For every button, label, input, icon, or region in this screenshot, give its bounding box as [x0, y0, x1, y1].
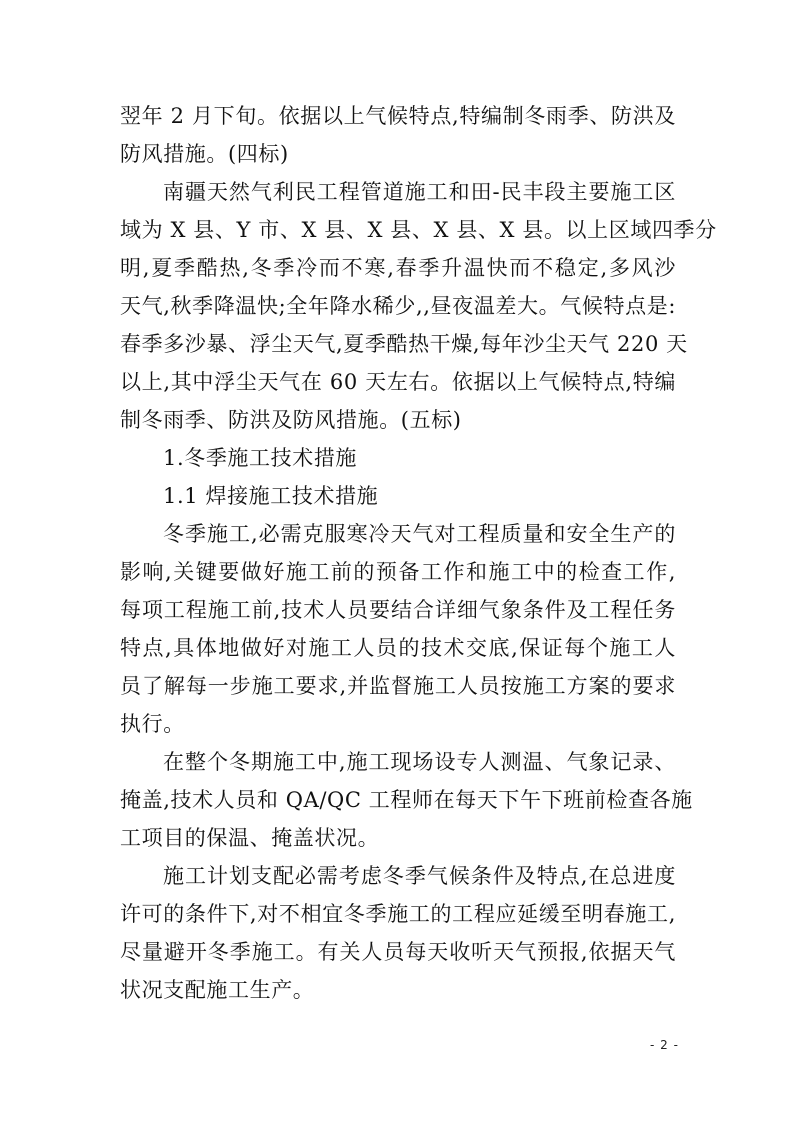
text-line: 春季多沙暴、浮尘天气,夏季酷热干燥,每年沙尘天气 220 天 [120, 332, 688, 356]
text-line: 尽量避开冬季施工。有关人员每天收听天气预报,依据天气 [120, 940, 676, 964]
subsection-heading: 1.1 焊接施工技术措施 [163, 484, 379, 508]
text-line: 以上,其中浮尘天气在 60 天左右。依据以上气候特点,特编 [120, 370, 676, 394]
text-line: 许可的条件下,对不相宜冬季施工的工程应延缓至明春施工, [120, 902, 676, 926]
text-line: 天气,秋季降温快;全年降水稀少,,昼夜温差大。气候特点是: [120, 294, 676, 318]
text-line: 制冬雨季、防洪及防风措施。(五标) [120, 408, 462, 432]
text-line: 南疆天然气利民工程管道施工和田-民丰段主要施工区 [163, 180, 676, 204]
text-line: 明,夏季酷热,冬季冷而不寒,春季升温快而不稳定,多风沙 [120, 256, 676, 280]
text-line: 每项工程施工前,技术人员要结合详细气象条件及工程任务 [120, 598, 676, 622]
text-line: 工项目的保温、掩盖状况。 [120, 826, 380, 850]
document-body [120, 97, 717, 1009]
text-line: 冬季施工,必需克服寒冷天气对工程质量和安全生产的 [163, 522, 676, 546]
text-line: 防风措施。(四标) [120, 142, 289, 166]
text-line: 掩盖,技术人员和 QA/QC 工程师在每天下午下班前检查各施 [120, 788, 693, 812]
text-line: 翌年 2 月下旬。依据以上气候特点,特编制冬雨季、防洪及 [120, 104, 676, 128]
page-number: - 2 - [650, 1038, 679, 1052]
text-line: 在整个冬期施工中,施工现场设专人测温、气象记录、 [163, 750, 676, 774]
text-line: 状况支配施工生产。 [120, 978, 315, 1002]
text-line: 特点,具体地做好对施工人员的技术交底,保证每个施工人 [120, 636, 676, 660]
text-line: 域为 X 县、Y 市、X 县、X 县、X 县、X 县。以上区域四季分 [120, 218, 717, 242]
text-line: 施工计划支配必需考虑冬季气候条件及特点,在总进度 [163, 864, 676, 888]
text-line: 员了解每一步施工要求,并监督施工人员按施工方案的要求 [120, 674, 676, 698]
text-line: 影响,关键要做好施工前的预备工作和施工中的检查工作, [120, 560, 676, 584]
text-line: 执行。 [120, 712, 185, 736]
section-heading: 1.冬季施工技术措施 [163, 446, 358, 470]
